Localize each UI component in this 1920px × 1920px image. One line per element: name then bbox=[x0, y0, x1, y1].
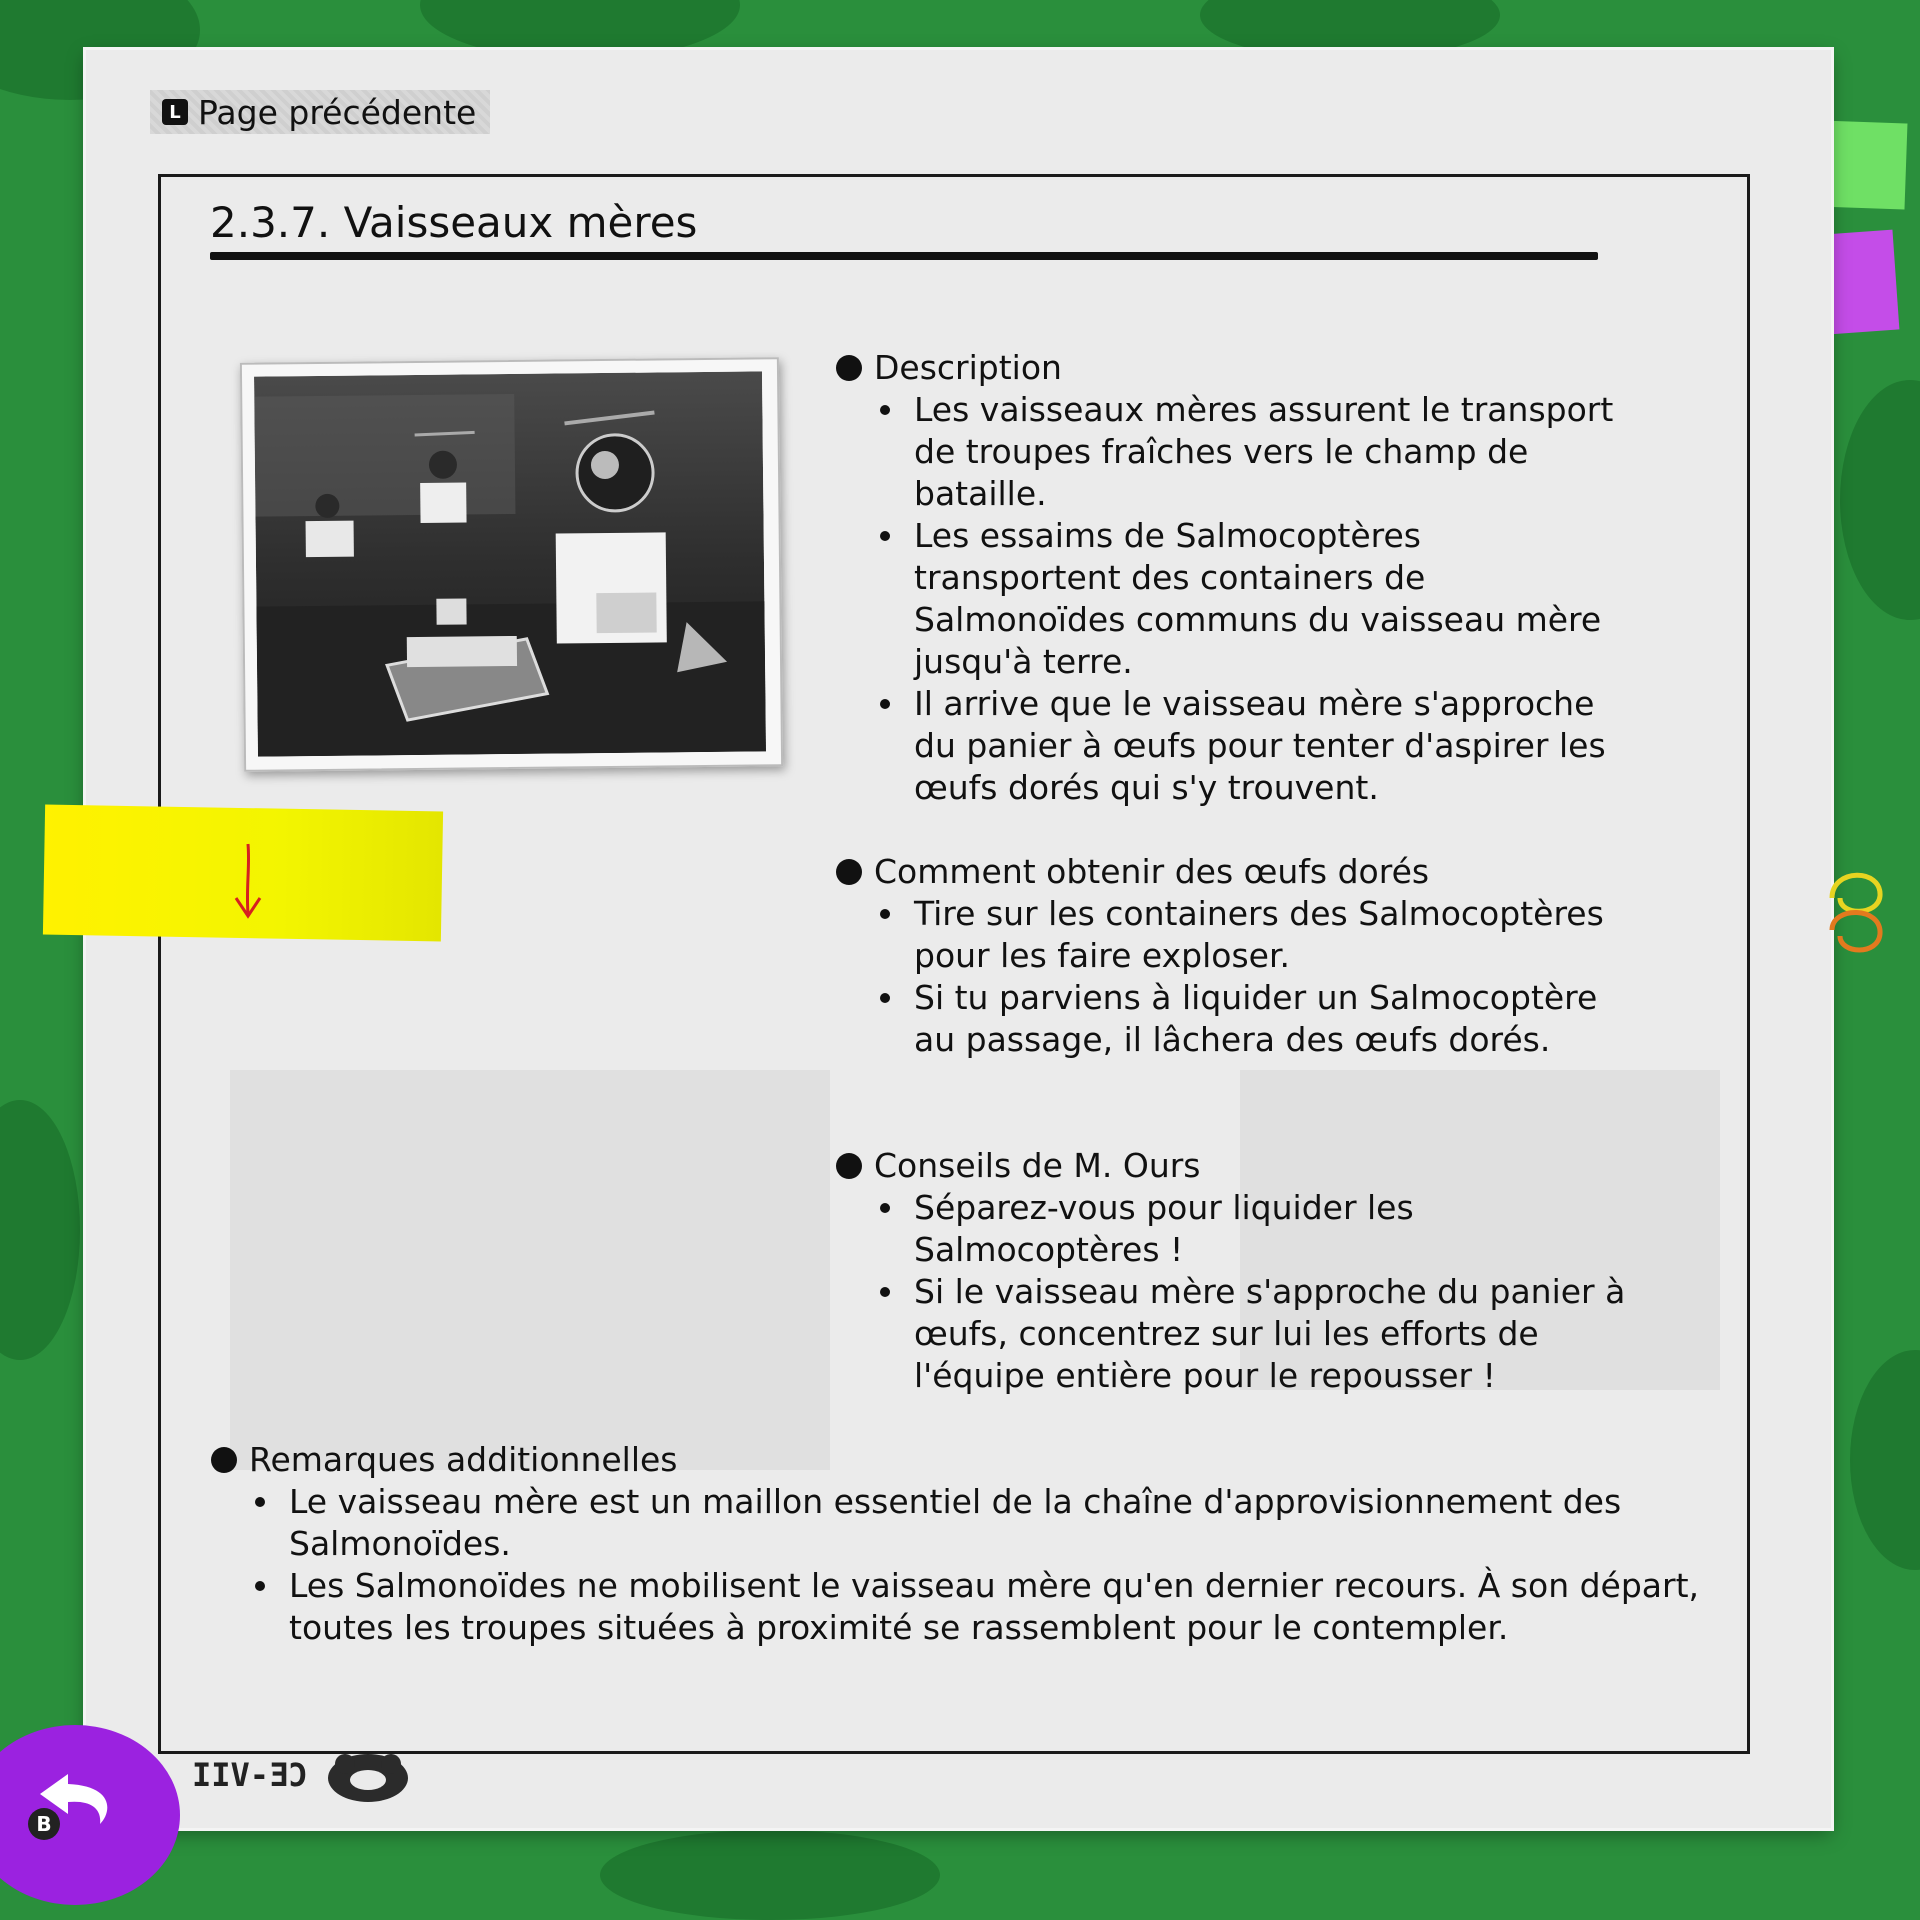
bullet-icon bbox=[836, 859, 862, 885]
bear-stamp-icon bbox=[313, 1740, 423, 1810]
previous-page-button[interactable] bbox=[150, 90, 490, 134]
background-pattern bbox=[1840, 380, 1920, 620]
list-item: Séparez-vous pour liquider les Salmocoptères ! bbox=[876, 1187, 1636, 1271]
faded-background-panel bbox=[230, 1070, 830, 1470]
paper-clip-icon bbox=[1822, 858, 1892, 968]
section-heading bbox=[211, 1439, 1731, 1481]
section-heading bbox=[836, 347, 1636, 389]
arrow-down-icon bbox=[228, 842, 268, 922]
background-pattern bbox=[1850, 1350, 1920, 1570]
list-item: Les vaisseaux mères assurent le transport de troupes fraîches vers le champ de bataille. bbox=[876, 389, 1636, 515]
stamp-text: IIV-ƎƆ bbox=[192, 1756, 308, 1794]
list-item: Si tu parviens à liquider un Salmocoptère au passage, il lâchera des œufs dorés. bbox=[876, 977, 1636, 1061]
list-item: Le vaisseau mère est un maillon essentiel de la chaîne d'approvisionnement des Salmonoïdes. bbox=[251, 1481, 1731, 1565]
section-description bbox=[836, 347, 1636, 809]
heading-text: Conseils de M. Ours bbox=[874, 1146, 1201, 1185]
section-tips bbox=[836, 1145, 1636, 1397]
heading-text: Description bbox=[874, 348, 1062, 387]
list-item: Les Salmonoïdes ne mobilisent le vaisseau mère qu'en dernier recours. À son départ, toutes les troupes situées à proximité se rassemblent pour le contempler. bbox=[251, 1565, 1731, 1649]
previous-page-label: Page précédente bbox=[198, 92, 477, 132]
heading-text: Remarques additionnelles bbox=[249, 1440, 678, 1479]
heading-text: Comment obtenir des œufs dorés bbox=[874, 852, 1430, 891]
footer-stamp bbox=[192, 1740, 423, 1810]
mothership-photo bbox=[240, 357, 783, 772]
mothership-photo-image bbox=[254, 371, 766, 756]
b-button-icon: B bbox=[28, 1808, 60, 1840]
list-item: Il arrive que le vaisseau mère s'approche du panier à œufs pour tenter d'aspirer les œufs dorés qui s'y trouvent. bbox=[876, 683, 1636, 809]
background-pattern bbox=[600, 1830, 940, 1920]
magenta-page-tab[interactable] bbox=[1823, 230, 1900, 335]
section-remarks bbox=[211, 1439, 1731, 1649]
bullet-icon bbox=[836, 1153, 862, 1179]
green-page-tab[interactable] bbox=[1819, 121, 1908, 210]
bullet-icon bbox=[836, 355, 862, 381]
background-pattern bbox=[0, 1100, 80, 1360]
page-title: 2.3.7. Vaisseaux mères bbox=[210, 198, 698, 247]
section-heading bbox=[836, 851, 1636, 893]
list-item: Tire sur les containers des Salmocoptères pour les faire exploser. bbox=[876, 893, 1636, 977]
title-underline bbox=[210, 252, 1598, 260]
bullet-icon bbox=[211, 1447, 237, 1473]
l-button-icon: L bbox=[162, 99, 188, 125]
list-item: Les essaims de Salmocoptères transportent des containers de Salmonoïdes communs du vaisseau mère jusqu'à terre. bbox=[876, 515, 1636, 683]
section-golden-eggs bbox=[836, 851, 1636, 1061]
section-heading bbox=[836, 1145, 1636, 1187]
list-item: Si le vaisseau mère s'approche du panier à œufs, concentrez sur lui les efforts de l'équipe entière pour le repousser ! bbox=[876, 1271, 1636, 1397]
